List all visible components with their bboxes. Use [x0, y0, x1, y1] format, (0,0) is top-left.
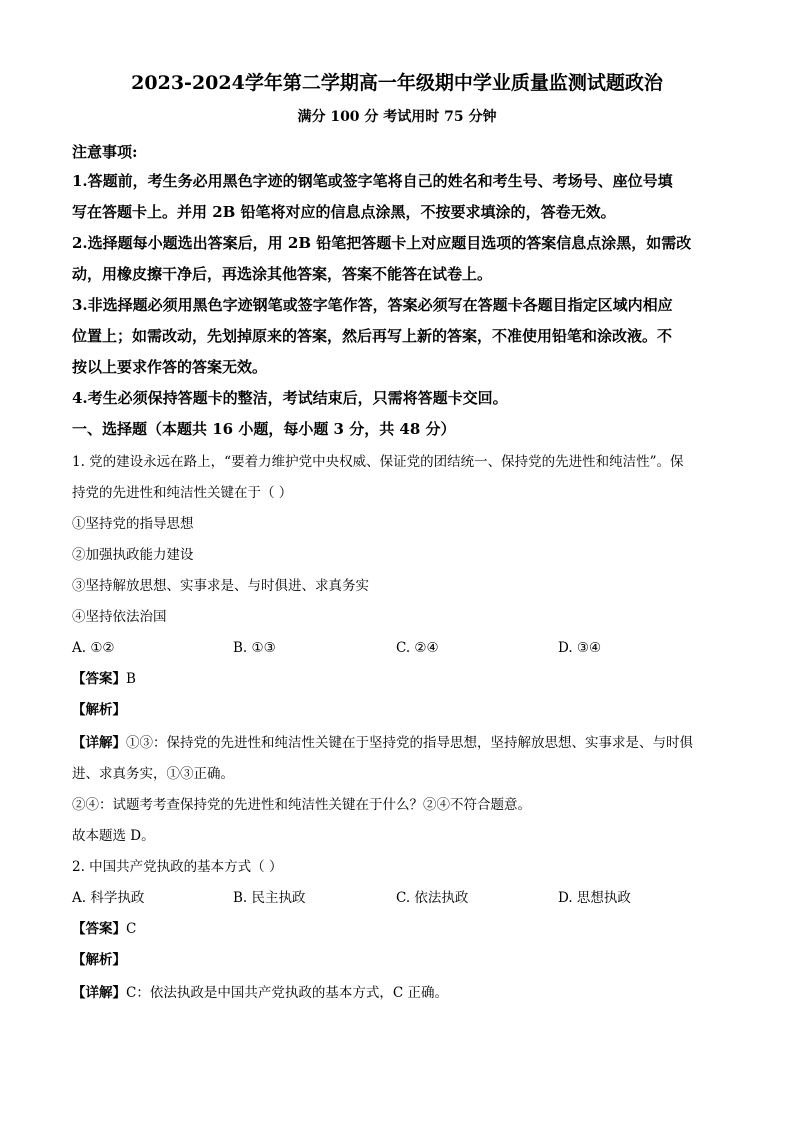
question-1-stem-cont: 持党的先进性和纯洁性关键在于（ ）	[72, 485, 293, 501]
question-1-answer	[72, 667, 136, 691]
notice-line: 3.非选择题必须用黑色字迹钢笔或签字笔作答，答案必须写在答题卡各题目指定区域内相应	[72, 296, 673, 314]
exam-info: 满分 100 分 考试用时 75 分钟	[297, 109, 497, 125]
question-2-option-c: C. 依法执政	[396, 890, 469, 906]
question-2-option-d: D. 思想执政	[558, 890, 631, 906]
analysis-tag: 【解析】	[72, 952, 126, 968]
question-1-detail-cont: ②④：试题考考查保持党的先进性和纯洁性关键在于什么？②④不符合题意。	[72, 797, 531, 813]
question-2-analysis	[72, 948, 126, 972]
question-1-option-d: D. ③④	[558, 640, 602, 656]
question-2-answer	[72, 917, 136, 941]
question-2-option-a: A. 科学执政	[72, 890, 145, 906]
question-1-item: ③坚持解放思想、实事求是、与时俱进、求真务实	[72, 578, 369, 594]
question-1-option-a: A. ①②	[72, 640, 115, 656]
notice-line: 按以上要求作答的答案无效。	[72, 358, 268, 376]
detail-text: C：依法执政是中国共产党执政的基本方式，C 正确。	[126, 985, 448, 1001]
question-1-analysis	[72, 698, 126, 722]
question-1-detail	[72, 731, 693, 755]
answer-tag: 【答案】	[72, 921, 126, 937]
question-1-option-b: B. ①③	[233, 640, 276, 656]
question-1-conclusion: 故本题选 D。	[72, 828, 155, 844]
question-1-stem: 1. 党的建设永远在路上，“要着力维护党中央权威、保证党的团结统一、保持党的先进性和纯洁性”。保	[72, 454, 684, 470]
question-1-item: ①坚持党的指导思想	[72, 516, 194, 532]
answer-value: C	[126, 921, 137, 937]
notice-line: 动，用橡皮擦干净后，再选涂其他答案，答案不能答在试卷上。	[72, 265, 493, 283]
notice-line: 位置上；如需改动，先划掉原来的答案，然后再写上新的答案，不准使用铅笔和涂改液。不	[72, 327, 673, 345]
question-2-stem: 2. 中国共产党执政的基本方式（ ）	[72, 859, 283, 875]
detail-tag: 【详解】	[72, 985, 126, 1001]
notice-heading: 注意事项:	[72, 143, 138, 161]
question-2-detail	[72, 981, 448, 1005]
question-1-option-c: C. ②④	[396, 640, 439, 656]
notice-line: 2.选择题每小题选出答案后，用 2B 铅笔把答题卡上对应题目选项的答案信息点涂黑，如需改	[72, 234, 692, 252]
notice-line: 4.考生必须保持答题卡的整洁，考试结束后，只需将答题卡交回。	[72, 389, 508, 407]
question-1-item: ②加强执政能力建设	[72, 547, 194, 563]
answer-tag: 【答案】	[72, 671, 126, 687]
notice-line: 写在答题卡上。并用 2B 铅笔将对应的信息点涂黑，不按要求填涂的，答卷无效。	[72, 203, 616, 221]
section-heading: 一、选择题（本题共 16 小题，每小题 3 分，共 48 分）	[72, 420, 456, 438]
question-2-option-b: B. 民主执政	[233, 890, 306, 906]
answer-value: B	[126, 671, 136, 687]
analysis-tag: 【解析】	[72, 702, 126, 718]
detail-tag: 【详解】	[72, 735, 126, 751]
question-1-item: ④坚持依法治国	[72, 609, 167, 625]
detail-text: ①③：保持党的先进性和纯洁性关键在于坚持党的指导思想，坚持解放思想、实事求是、与时俱	[126, 735, 693, 751]
page-title: 2023-2024学年第二学期高一年级期中学业质量监测试题政治	[131, 72, 663, 94]
notice-line: 1.答题前，考生务必用黑色字迹的钢笔或签字笔将自己的姓名和考生号、考场号、座位号填	[72, 172, 673, 190]
question-1-detail-cont: 进、求真务实，①③正确。	[72, 766, 234, 782]
